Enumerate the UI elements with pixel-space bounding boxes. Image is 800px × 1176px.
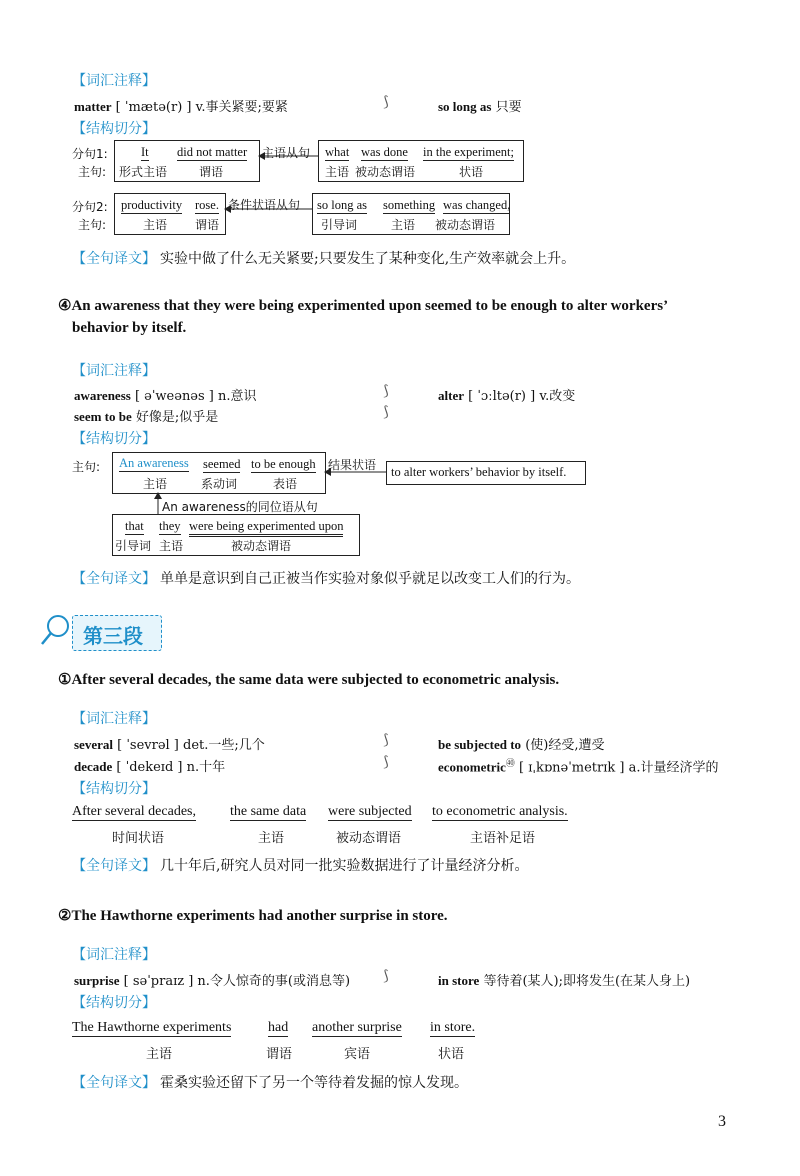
segment-text: to econometric analysis. xyxy=(432,804,568,819)
box-word: so long as xyxy=(317,198,367,212)
box-label: 主语 xyxy=(143,218,168,232)
separator-icon: ⟆ xyxy=(383,94,389,110)
vocab-entry: surprise [ səˈpraɪz ] n.令人惊奇的事(或消息等) xyxy=(74,973,351,989)
box-word: were being experimented upon xyxy=(189,519,343,537)
translation-text: 霍桑实验还留下了另一个等待着发掘的惊人发现。 xyxy=(160,1075,468,1091)
structure-box xyxy=(114,193,226,235)
box-word: that xyxy=(125,519,144,533)
separator-icon: ⟆ xyxy=(383,404,389,420)
box-word: in the experiment; xyxy=(423,145,514,159)
box-label: 主语 xyxy=(391,218,416,232)
segment-text: The Hawthorne experiments xyxy=(72,1020,232,1035)
box-label: 引导词 xyxy=(115,539,152,553)
vocab-tag: 【词汇注释】 xyxy=(72,947,156,963)
translation-text: 几十年后,研究人员对同一批实验数据进行了计量经济分析。 xyxy=(160,858,529,874)
box-word: to alter workers’ behavior by itself. xyxy=(391,465,567,479)
box-word: seemed xyxy=(203,457,241,471)
translation-text: 单单是意识到自己正被当作实验对象似乎就足以改变工人们的行为。 xyxy=(160,571,580,587)
box-label: 主语 xyxy=(325,165,350,179)
clause-label: 分句1: xyxy=(72,147,108,161)
segment-label: 主语补足语 xyxy=(470,831,536,846)
structure-box xyxy=(312,193,510,235)
struct-tag: 【结构切分】 xyxy=(72,781,156,797)
vocab-entry: in store 等待着(某人);即将发生(在某人身上) xyxy=(438,973,691,989)
sentence-line: ④An awareness that they were being experimented upon seemed to be enough to alter workers’ xyxy=(58,298,669,314)
box-label: 状语 xyxy=(459,165,484,179)
box-word: It xyxy=(141,145,149,159)
structure-box xyxy=(318,140,524,182)
page-number: 3 xyxy=(718,1113,726,1130)
section-heading xyxy=(72,615,162,651)
box-word: productivity xyxy=(121,198,183,212)
segment-label: 被动态谓语 xyxy=(336,831,402,846)
link-label: 条件状语从句 xyxy=(228,198,301,212)
segment-label: 主语 xyxy=(258,831,285,846)
box-label: 系动词 xyxy=(201,477,238,491)
magnifier-icon xyxy=(38,612,72,648)
section-title: 第三段 xyxy=(83,624,143,648)
structure-box xyxy=(114,140,260,182)
box-label: 谓语 xyxy=(195,218,220,232)
box-word: they xyxy=(159,519,181,533)
vocab-tag: 【词汇注释】 xyxy=(72,363,156,379)
structure-box xyxy=(112,514,360,556)
separator-icon: ⟆ xyxy=(383,754,389,770)
sentence-line: ①After several decades, the same data were subjected to econometric analysis. xyxy=(58,672,560,688)
translation-tag: 【全句译文】 xyxy=(72,251,156,267)
box-label: 谓语 xyxy=(199,165,224,179)
clause-label: 分句2: xyxy=(72,200,108,214)
vocab-entry: decade [ ˈdekeɪd ] n.十年 xyxy=(74,759,226,775)
sentence-line: ②The Hawthorne experiments had another surprise in store. xyxy=(58,908,448,924)
box-label: 形式主语 xyxy=(119,165,168,179)
segment-text: the same data xyxy=(230,804,307,819)
clause-main-label: 主句: xyxy=(78,165,107,179)
separator-icon: ⟆ xyxy=(383,968,389,984)
translation-tag: 【全句译文】 xyxy=(72,1075,156,1091)
segment-label: 宾语 xyxy=(344,1047,371,1062)
vocab-entry: awareness [ əˈweənəs ] n.意识 xyxy=(74,388,257,404)
vocab-entry: econometric$^㊵$ [ ɪˌkɒnəˈmetrɪk ] a.计量经济学的 xyxy=(438,759,719,776)
link-label: 结果状语 xyxy=(328,458,377,472)
separator-icon: ⟆ xyxy=(383,732,389,748)
clause-main-label: 主句: xyxy=(72,460,101,474)
box-word: did not matter xyxy=(177,145,248,159)
box-word: to be enough xyxy=(251,457,316,471)
segment-text: were subjected xyxy=(328,804,412,819)
segment-label: 状语 xyxy=(438,1047,465,1062)
box-label: 被动态谓语 xyxy=(435,218,496,232)
box-label: 主语 xyxy=(143,477,168,491)
vocab-tag: 【词汇注释】 xyxy=(72,711,156,727)
translation-tag: 【全句译文】 xyxy=(72,571,156,587)
box-label: 被动态谓语 xyxy=(355,165,416,179)
link-label: An awareness的同位语从句 xyxy=(162,500,318,514)
segment-text: in store. xyxy=(430,1020,476,1035)
sentence-line: behavior by itself. xyxy=(72,320,187,336)
struct-tag: 【结构切分】 xyxy=(72,121,156,137)
box-label: 主语 xyxy=(159,539,184,553)
structure-box xyxy=(112,452,326,494)
box-word: was changed, xyxy=(443,198,511,212)
vocab-entry: so long as 只要 xyxy=(438,99,522,115)
clause-main-label: 主句: xyxy=(78,218,107,232)
box-word: what xyxy=(325,145,350,159)
vocab-entry: matter [ ˈmætə(r) ] v.事关紧要;要紧 xyxy=(74,99,288,115)
segment-text: had xyxy=(268,1020,289,1035)
box-label: 表语 xyxy=(273,477,298,491)
vocab-entry: be subjected to (使)经受,遭受 xyxy=(438,737,605,753)
struct-tag: 【结构切分】 xyxy=(72,431,156,447)
box-label: 引导词 xyxy=(321,218,358,232)
struct-tag: 【结构切分】 xyxy=(72,995,156,1011)
vocab-tag: 【词汇注释】 xyxy=(72,73,156,89)
vocab-entry: alter [ ˈɔːltə(r) ] v.改变 xyxy=(438,388,576,404)
segment-label: 谓语 xyxy=(266,1047,293,1062)
separator-icon: ⟆ xyxy=(383,383,389,399)
link-label: 主语从句 xyxy=(262,146,311,160)
segment-label: 主语 xyxy=(146,1047,173,1062)
box-word: was done xyxy=(361,145,408,159)
vocab-entry: several [ ˈsevrəl ] det.一些;几个 xyxy=(74,737,265,753)
vocab-entry: seem to be 好像是;似乎是 xyxy=(74,409,219,425)
segment-label: 时间状语 xyxy=(112,831,165,846)
box-word: something xyxy=(383,198,436,212)
segment-text: After several decades, xyxy=(72,804,196,819)
structure-box xyxy=(386,461,586,485)
box-label: 被动态谓语 xyxy=(231,539,292,553)
box-word: rose. xyxy=(195,198,219,212)
box-word: An awareness xyxy=(119,456,189,470)
translation-tag: 【全句译文】 xyxy=(72,858,156,874)
segment-text: another surprise xyxy=(312,1020,402,1035)
translation-text: 实验中做了什么无关紧要;只要发生了某种变化,生产效率就会上升。 xyxy=(160,251,576,267)
